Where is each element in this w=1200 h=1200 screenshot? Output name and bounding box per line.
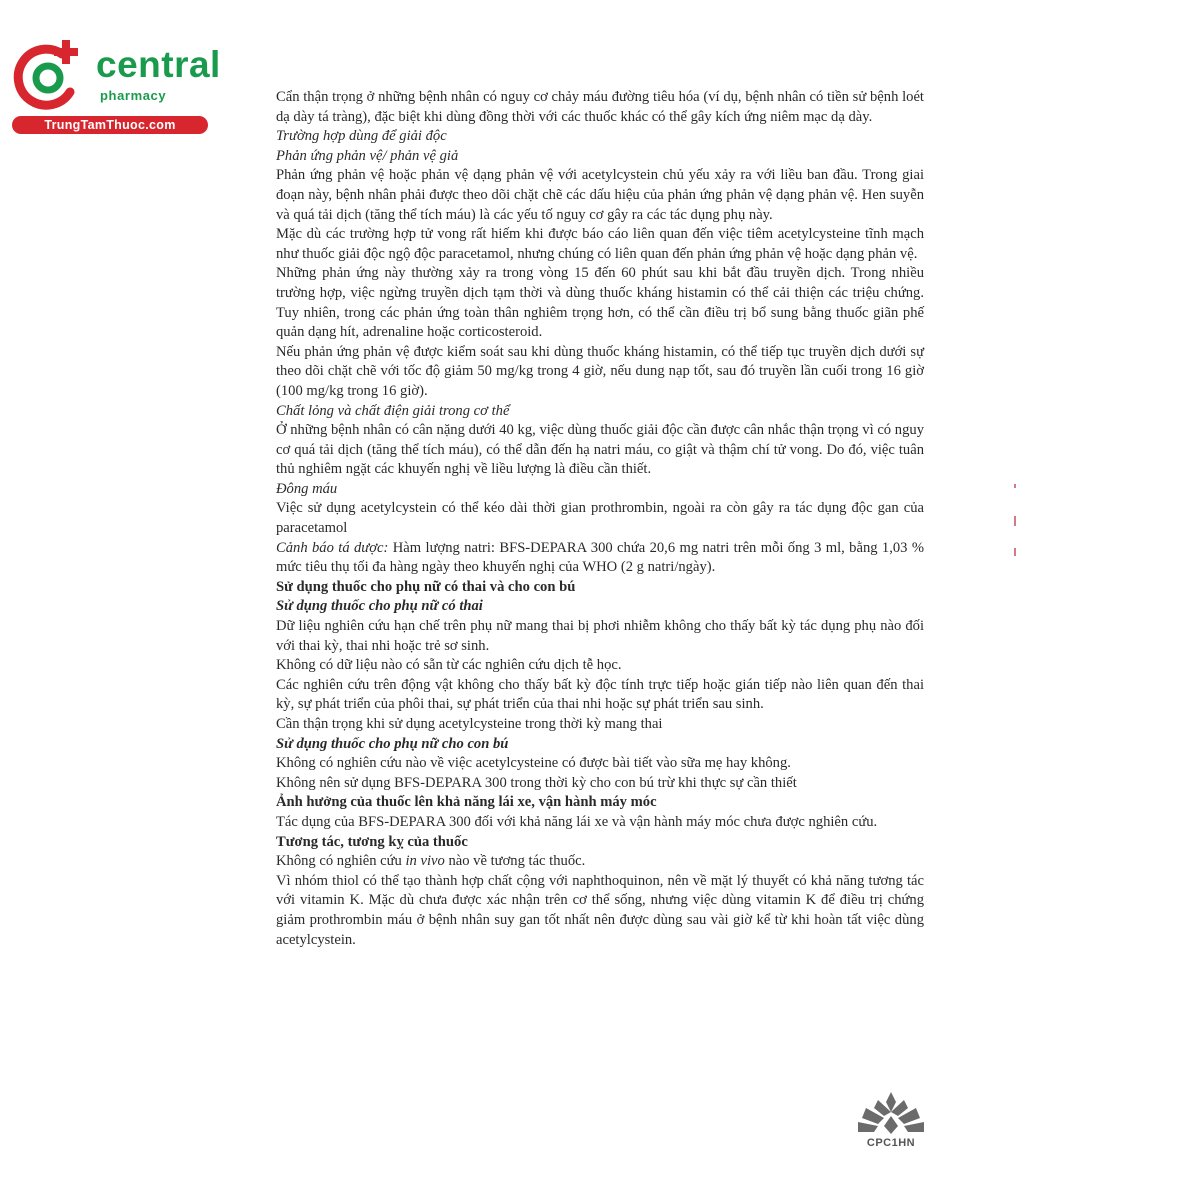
paragraph: Không nên sử dụng BFS-DEPARA 300 trong thời kỳ cho con bú trừ khi thực sự cần thiết [276, 774, 797, 791]
heading-interactions: Tương tác, tương kỵ của thuốc [276, 833, 468, 850]
paragraph: Không có dữ liệu nào có sẵn từ các nghiên cứu dịch tễ học. [276, 657, 622, 674]
paragraph-excipient [276, 539, 924, 578]
scan-mark [1014, 548, 1016, 556]
heading-driving: Ảnh hưởng của thuốc lên khả năng lái xe, vận hành máy móc [276, 794, 657, 811]
heading-pregnancy-lactation: Sử dụng thuốc cho phụ nữ có thai và cho con bú [276, 578, 576, 595]
excipient-text: Hàm lượng natri: BFS-DEPARA 300 chứa 20,6 mg natri trên mỗi ống 3 ml, bằng 1,03 % mức tiêu thụ tối đa hàng ngày theo khuyến nghị của WHO (2 g natri/ngày). [276, 539, 924, 576]
heading-pregnancy: Sử dụng thuốc cho phụ nữ có thai [276, 598, 483, 615]
paragraph: Vì nhóm thiol có thể tạo thành hợp chất cộng với naphthoquinon, nên về mặt lý thuyết có khả năng tương tác với vitamin K. Mặc dù chưa được xác nhận trên cơ thể sống, nhưng việc dùng vitamin K để điều trị chứng giảm prothrombin máu ở bệnh nhân suy gan tốt nhất nên được dùng sau vài giờ kể từ khi hoàn tất việc dùng acetylcystein. [276, 872, 924, 948]
paragraph: Ở những bệnh nhân có cân nặng dưới 40 kg, việc dùng thuốc giải độc cần được cân nhắc thận trọng vì có nguy cơ quá tải dịch (tăng thể tích máu), có thể dẫn đến hạ natri máu, co giật và thậm chí tử vong. Do đó, việc tuân thủ nghiêm ngặt các khuyến nghị về liều lượng là điều cần thiết. [276, 422, 924, 478]
text-fragment: Không có nghiên cứu [276, 853, 406, 870]
paragraph: Việc sử dụng acetylcystein có thể kéo dài thời gian prothrombin, ngoài ra còn gây ra tác dụng độc gan của paracetamol [276, 500, 924, 537]
central-pharmacy-logo [10, 36, 230, 140]
scan-mark [1014, 516, 1016, 526]
cpc1hn-logo-text: CPC1HN [866, 1137, 916, 1149]
paragraph: Các nghiên cứu trên động vật không cho thấy bất kỳ độc tính trực tiếp hoặc gián tiếp nào liên quan đến thai kỳ, sự phát triển của phôi thai, sự phát triển của thai nhi hoặc sự phát triển sau sinh. [276, 676, 924, 713]
paragraph: Cẩn thận trọng ở những bệnh nhân có nguy cơ chảy máu đường tiêu hóa (ví dụ, bệnh nhân có tiền sử bệnh loét dạ dày tá tràng), đặc biệt khi dùng đồng thời với các thuốc khác có thể gây kích ứng niêm mạc dạ dày. [276, 89, 924, 125]
subheading-fluids: Chất lỏng và chất điện giải trong cơ thể [276, 402, 510, 419]
logo-subtitle: pharmacy [100, 88, 167, 103]
text-fragment: nào về tương tác thuốc. [444, 853, 586, 870]
pharmacy-cross-icon [10, 38, 86, 114]
paragraph: Mặc dù các trường hợp tử vong rất hiếm khi được báo cáo liên quan đến việc tiêm acetylcysteine tĩnh mạch như thuốc giải độc ngộ độc paracetamol, nhưng chúng có liên quan đến phản ứng phản vệ hoặc dạng phản vệ. [276, 226, 924, 262]
paragraph: Những phản ứng này thường xảy ra trong vòng 15 đến 60 phút sau khi bắt đầu truyền dịch. Trong nhiều trường hợp, việc ngừng truyền dịch tạm thời và dùng thuốc kháng histamin có thể cải thiện các triệu chứng. Tuy nhiên, trong các phản ứng toàn thân nghiêm trọng hơn, có thể cần điều trị bổ sung bằng thuốc giãn phế quản dạng hít, adrenaline hoặc corticosteroid. [276, 265, 924, 341]
logo-name: central [96, 44, 221, 85]
subheading-anaphylaxis: Phản ứng phản vệ/ phản vệ giả [276, 147, 459, 164]
paragraph: Phản ứng phản vệ hoặc phản vệ dạng phản vệ với acetylcystein chủ yếu xảy ra với liều ban đầu. Trong giai đoạn này, bệnh nhân phải được theo dõi chặt chẽ các dấu hiệu của phản ứng phản vệ dạng phản vệ. Hen suyễn và quá tải dịch (tăng thể tích máu) là các yếu tố nguy cơ gây ra các tác dụng phụ này. [276, 167, 924, 223]
paragraph-in-vivo [276, 852, 924, 872]
paragraph: Tác dụng của BFS-DEPARA 300 đối với khả năng lái xe và vận hành máy móc chưa được nghiên cứu. [276, 813, 878, 830]
subheading-detox: Trường hợp dùng để giải độc [276, 128, 447, 145]
heading-lactation: Sử dụng thuốc cho phụ nữ cho con bú [276, 735, 509, 752]
paragraph: Không có nghiên cứu nào về việc acetylcysteine có được bài tiết vào sữa mẹ hay không. [276, 755, 791, 772]
leaflet-text [276, 88, 924, 950]
excipient-label: Cảnh báo tá dược: [276, 539, 389, 556]
logo-url-badge: TrungTamThuoc.com [12, 116, 208, 134]
paragraph: Dữ liệu nghiên cứu hạn chế trên phụ nữ mang thai bị phơi nhiễm không cho thấy bất kỳ tác dụng phụ nào đối với thai kỳ, thai nhi hoặc trẻ sơ sinh. [276, 618, 924, 654]
subheading-coagulation: Đông máu [276, 480, 338, 497]
in-vivo-term: in vivo [405, 853, 445, 870]
scan-mark [1014, 484, 1016, 488]
paragraph: Nếu phản ứng phản vệ được kiểm soát sau khi dùng thuốc kháng histamin, có thể tiếp tục truyền dịch dưới sự theo dõi chặt chẽ với tốc độ giảm 50 mg/kg trong 4 giờ, nếu dung nạp tốt, sau đó truyền lần cuối trong 16 giờ (100 mg/kg trong 16 giờ). [276, 343, 924, 399]
paragraph: Cần thận trọng khi sử dụng acetylcysteine trong thời kỳ mang thai [276, 716, 663, 732]
